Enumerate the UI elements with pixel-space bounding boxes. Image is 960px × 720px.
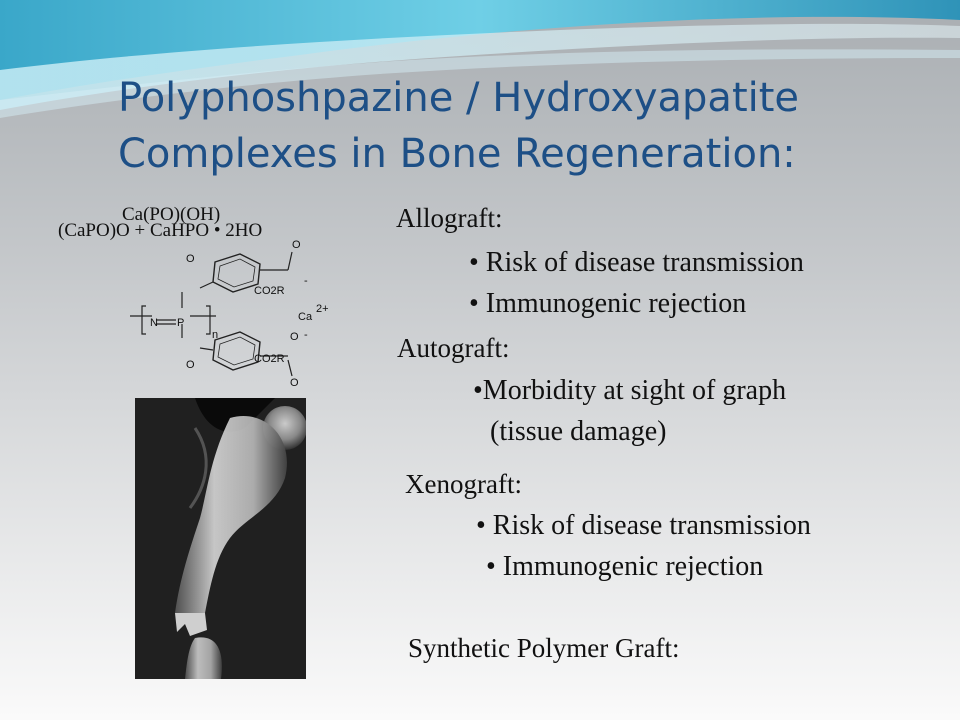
chem-label-n: N bbox=[150, 317, 158, 329]
lower-carbonyl-bond bbox=[288, 360, 292, 376]
chem-label-2plus: 2+ bbox=[316, 303, 329, 315]
xray-drawing bbox=[135, 398, 306, 679]
chem-label-o-top-carbonyl: O bbox=[292, 240, 301, 251]
bracket-left bbox=[142, 306, 146, 334]
autograft-item-morbidity: •Morbidity at sight of graph bbox=[473, 375, 787, 406]
autograft-item-tissue-damage: (tissue damage) bbox=[490, 416, 667, 447]
allograft-item-rejection: • Immunogenic rejection bbox=[469, 288, 747, 319]
allograft-item-disease: • Risk of disease transmission bbox=[469, 247, 804, 278]
chem-label-p: P bbox=[177, 317, 185, 329]
synthetic-graft-heading: Synthetic Polymer Graft: bbox=[408, 633, 680, 663]
upper-carbonyl-bond bbox=[288, 252, 292, 270]
xenograft-item-rejection: • Immunogenic rejection bbox=[486, 551, 764, 582]
chem-label-co2r-bottom: CO2R bbox=[254, 353, 285, 365]
allograft-heading: Allograft: bbox=[396, 203, 503, 233]
slide-title-line2: Complexes in Bone Regeneration: bbox=[118, 131, 796, 177]
lower-ether-bond bbox=[200, 348, 213, 350]
xenograft-item-disease: • Risk of disease transmission bbox=[476, 510, 811, 541]
upper-aryl-ring-inner bbox=[218, 259, 255, 287]
slide-title-line1: Polyphoshpazine / Hydroxyapatite bbox=[118, 75, 800, 121]
upper-ether-bond bbox=[200, 282, 213, 288]
polyphosphazene-structure-diagram bbox=[120, 240, 350, 390]
chem-label-minus-top: - bbox=[304, 275, 308, 287]
chem-label-co2r-top: CO2R bbox=[254, 285, 285, 297]
calcium-phosphate-formula-text: (CaPO)O + CaHPO • 2HO bbox=[58, 220, 263, 241]
slide-title bbox=[118, 70, 918, 182]
lower-aryl-ring-inner bbox=[218, 337, 255, 365]
autograft-heading: Autograft: bbox=[397, 333, 510, 363]
chem-label-o-bottom-ether: O bbox=[186, 359, 195, 371]
bracket-right bbox=[206, 306, 210, 334]
femur-xray-image bbox=[135, 398, 306, 679]
chem-label-minus-bottom: - bbox=[304, 329, 308, 341]
xenograft-heading: Xenograft: bbox=[405, 469, 522, 499]
chem-label-n-subscript: n bbox=[212, 329, 219, 341]
chem-label-o-bottom-keto: O bbox=[290, 377, 299, 389]
chem-label-o-bottom-carbonyl: O bbox=[290, 331, 299, 343]
chem-label-ca: Ca bbox=[298, 311, 313, 323]
hydroxyapatite-formula-text: Ca(PO)(OH) bbox=[122, 204, 221, 225]
calcium-phosphate-formula bbox=[58, 220, 262, 242]
chem-label-o-top-ether: O bbox=[186, 253, 195, 265]
